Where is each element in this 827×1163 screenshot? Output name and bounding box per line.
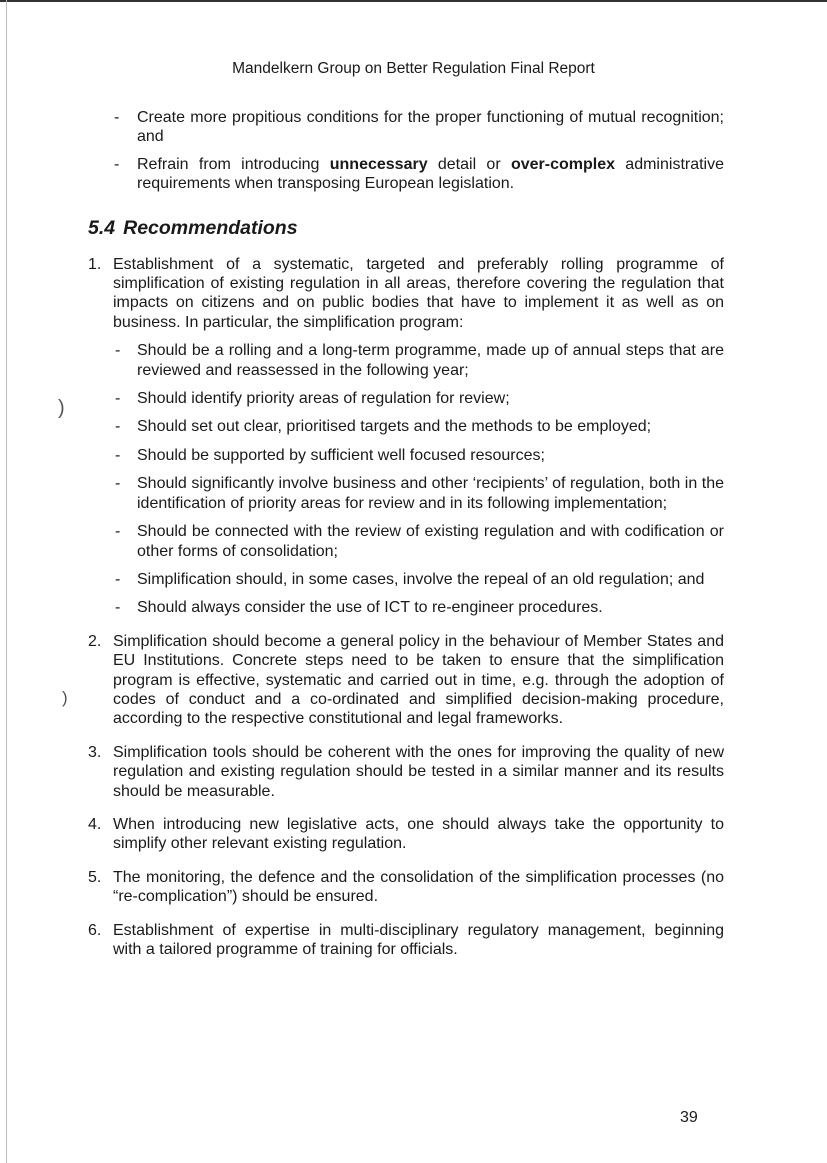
sub-bullet-text: Simplification should, in some cases, involve the repeal of an old regulation; and: [137, 570, 705, 588]
recommendation-number: 5.: [88, 868, 102, 886]
sub-bullet-text: Should identify priority areas of regulation for review;: [137, 390, 510, 408]
recommendation-text: The monitoring, the defence and the consolidation of the simplification processes (no “re-complication”) should be ensured.: [113, 868, 724, 906]
bullet-text: Refrain from introducing: [137, 155, 330, 173]
recommendation-number: 3.: [88, 743, 102, 761]
sub-bullet: [113, 417, 724, 436]
recommendation-number: 2.: [88, 632, 102, 650]
sub-bullet: [113, 570, 724, 589]
recommendation-item: [88, 255, 724, 618]
section-number: 5.4: [88, 216, 116, 239]
sub-bullet: [113, 474, 724, 513]
recommendation-item: [88, 743, 724, 801]
bullet-dash: -: [115, 523, 121, 541]
sub-bullet: [113, 522, 724, 561]
recommendation-text: When introducing new legislative acts, one should always take the opportunity to simplify other relevant existing regulation.: [113, 815, 724, 853]
emphasis-text: unnecessary: [329, 155, 428, 173]
recommendation-item: [88, 868, 724, 907]
recommendation-number: 6.: [88, 921, 102, 939]
bullet-dash: -: [114, 155, 120, 173]
scan-bracket-mark: ): [62, 688, 68, 707]
top-rule: [0, 0, 827, 2]
recommendation-number: 1.: [88, 255, 102, 273]
recommendation-text: Establishment of expertise in multi-disciplinary regulatory management, beginning with a tailored programme of training for officials.: [113, 921, 724, 958]
page-number: 39: [680, 1109, 698, 1126]
recommendation-item: [88, 815, 724, 854]
intro-bullets: [88, 108, 724, 194]
sub-bullet: [113, 341, 724, 380]
sub-bullet-text: Should set out clear, prioritised targets and the methods to be employed;: [137, 418, 652, 436]
recommendation-text: Simplification tools should be coherent with the ones for improving the quality of new regulation and existing regulation should be tested in a similar manner and its results should be measurable.: [113, 743, 724, 800]
scan-bracket-mark: ): [58, 397, 65, 419]
page-header: Mandelkern Group on Better Regulation Final Report: [232, 60, 595, 77]
sub-bullet-text: Should be connected with the review of existing regulation and with codification or other forms of consolidation;: [137, 523, 724, 560]
page-content: [88, 108, 724, 973]
recommendation-item: [88, 921, 724, 960]
recommendation-sublist: [113, 341, 724, 617]
recommendation-text: Simplification should become a general policy in the behaviour of Member States and EU Institutions. Concrete steps need to be taken to ensure that the simplification program is effective, systematic and carried out in time, e.g. through the adoption of codes of conduct and a co-ordinated and simplified decision-making procedure, according to the respective constitutional and legal frameworks.: [113, 632, 724, 728]
bullet-dash: -: [115, 418, 121, 436]
sub-bullet-text: Should be supported by sufficient well focused resources;: [137, 446, 545, 464]
emphasis-text: over-complex: [510, 155, 616, 173]
bullet-dash: -: [114, 109, 120, 126]
recommendation-number: 4.: [88, 815, 102, 833]
section-heading: [88, 217, 724, 239]
bullet-dash: -: [115, 446, 121, 464]
sub-bullet-text: Should be a rolling and a long-term programme, made up of annual steps that are reviewed and reassessed in the following year;: [137, 342, 724, 379]
intro-bullet: [88, 155, 724, 194]
bullet-text: detail or: [427, 155, 511, 173]
sub-bullet: [113, 598, 724, 617]
bullet-dash: -: [115, 599, 121, 617]
sub-bullet: [113, 446, 724, 465]
bullet-text: Create more propitious conditions for the proper functioning of mutual recognition; and: [137, 109, 724, 146]
sub-bullet-text: Should always consider the use of ICT to re-engineer procedures.: [137, 599, 603, 617]
section-title: Recommendations: [123, 216, 298, 239]
left-margin-rule: [6, 0, 7, 1163]
recommendations-list: [88, 255, 724, 960]
intro-bullet: [88, 108, 724, 147]
bullet-text: administrative requirements when transposing European legislation.: [137, 155, 725, 193]
recommendation-item: [88, 632, 724, 729]
sub-bullet-text: Should significantly involve business and other ‘recipients’ of regulation, both in the identification of priority areas for review and in its following implementation;: [137, 475, 724, 512]
recommendation-text: Establishment of a systematic, targeted and preferably rolling programme of simplification of existing regulation in all areas, therefore covering the regulation that impacts on citizens and on public bodies that have to implement it as well as on business. In particular, the simplification program:: [113, 255, 724, 331]
sub-bullet: [113, 389, 724, 408]
bullet-dash: -: [115, 390, 121, 408]
bullet-dash: -: [115, 475, 121, 493]
bullet-dash: -: [115, 570, 121, 588]
bullet-dash: -: [115, 342, 121, 360]
